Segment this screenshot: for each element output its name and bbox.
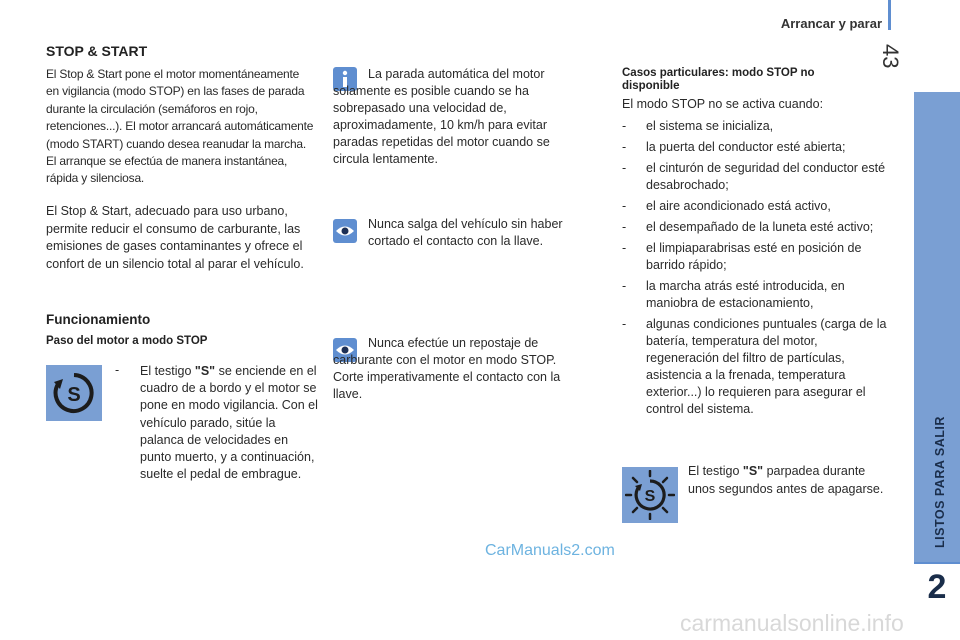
bullet-dash: - [115,363,120,377]
svg-text:S: S [644,488,656,505]
blinking-indicator-text: El testigo "S" parpadea durante unos segundos antes de apagarse. [688,464,884,496]
special-cases-intro: El modo STOP no se activa cuando: [622,97,824,111]
eye-icon [333,219,357,243]
stop-start-blinking-icon [622,467,678,523]
stop-mode-description [140,363,318,483]
special-cases-heading: Casos particulares: modo STOP no disponible [622,67,815,92]
section-title: STOP & START [46,43,148,59]
side-tab-rule [914,562,960,564]
stop-mode-heading: Paso del motor a modo STOP [46,335,208,347]
header-rule [888,0,891,30]
watermark-carmanuals2: CarManuals2.com [485,542,615,559]
bullet-text-pre: El testigo [140,364,195,378]
svg-text:S: S [67,384,81,406]
special-cases-list [622,118,892,422]
bullet-text-bold: "S" [194,364,216,378]
list-item: - algunas condiciones puntuales (carga de la batería, temperatura del motor, regeneración del filtro de partículas, asistencia a la frenada, temperatura exterior...) lo requieren para asegurar el control del sistema. [622,317,887,416]
refuel-warning-text: Nunca efectúe un repostaje de carburante con el motor en modo STOP. Corte imperativamente el contacto con la llave. [333,336,561,401]
stop-start-icon [46,365,102,421]
watermark-carmanualsonline: carmanualsonline.info [680,610,904,636]
list-item: - la puerta del conductor esté abierta; [622,140,846,154]
header-title: Arrancar y parar [780,16,882,31]
list-item: - el sistema se inicializa, [622,119,774,133]
list-item: - el limpiaparabrisas esté en posición de barrido rápido; [622,241,862,272]
list-item: - la marcha atrás esté introducida, en maniobra de estacionamiento, [622,279,845,310]
page-number: 43 [878,44,903,69]
operation-heading: Funcionamiento [46,312,151,327]
side-tab-label: LISTOS PARA SALIR [933,416,947,548]
auto-stop-note-text: La parada automática del motor solamente es posible cuando se ha sobrepasado una velocidad de, aproximadamente, 10 km/h para evitar paradas repetidas del motor cuando se circula lentamente. [333,67,550,166]
list-item: - el cinturón de seguridad del conductor esté desabrochado; [622,161,886,192]
benefits-paragraph: El Stop & Start, adecuado para uso urbano, permite reducir el consumo de carburante, las emisiones de gases contaminantes y ofrece el confort de un silencio total al parar el vehículo. [46,204,304,271]
list-item: - el desempañado de la luneta esté activo; [622,220,874,234]
chapter-number: 2 [927,568,947,606]
intro-paragraph: El Stop & Start pone el motor momentáneamente en vigilancia (modo STOP) en las fases de parada durante la circulación (semáforos en rojo, retenciones...). El motor arrancará automáticamente (modo START) cuando desea reanudar la marcha. El arranque se efectúa de manera instantánea, rápida y silenciosa. [46,67,314,186]
refuel-warning-note [333,335,588,403]
bullet-text-post: se enciende en el cuadro de a bordo y el motor se pone en modo vigilancia. Con el vehículo parado, sitúe la palanca de velocidades en punto muerto, y a continuación, suelte el pedal de embrague. [140,364,318,482]
list-item: - el aire acondicionado está activo, [622,199,831,213]
key-warning-note: Nunca salga del vehículo sin haber cortado el contacto con la llave. [368,217,563,248]
auto-stop-note [333,66,585,168]
